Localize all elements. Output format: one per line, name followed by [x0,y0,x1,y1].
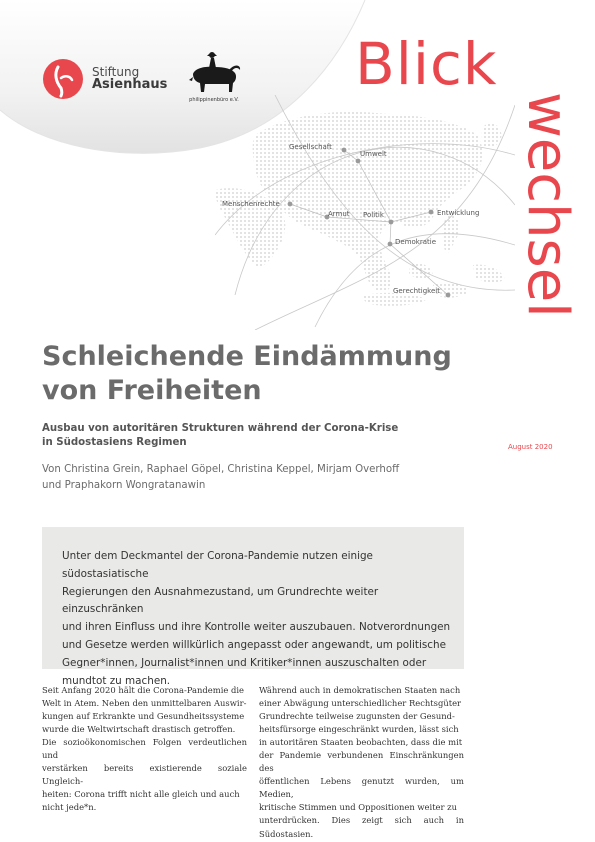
abstract-line: und ihren Einfluss und ihre Kontrolle weiter auszubauen. Notverordnungen [62,621,451,634]
subtitle-line-1: Ausbau von autoritären Strukturen während der Corona-Krise [42,423,399,434]
body-line: kritische Stimmen und Oppositionen weiter zu [259,802,457,813]
map-label-gesellschaft: Gesellschaft [289,143,332,151]
authors-line-2: und Praphakorn Wongratanawin [42,480,206,491]
body-line: kungen auf Erkrankte und Gesundheitssysteme [42,711,245,722]
abstract-text [62,548,454,690]
body-line: Die sozioökonomischen Folgen verdeutlichen und [42,737,247,761]
authors-line-1: Von Christina Grein, Raphael Göpel, Christina Keppel, Mirjam Overhoff [42,464,400,475]
body-line: Seit Anfang 2020 hält die Corona-Pandemie die [42,685,244,695]
abstract-line: und Gesetze werden willkürlich angepasst oder angewandt, um politische [62,638,446,651]
body-line: Welt in Atem. Neben den unmittelbaren Auswir- [42,698,247,709]
series-title-blick: Blick [355,30,498,98]
logo-asienhaus-text: Asienhaus [92,77,168,93]
asienhaus-logo-icon [42,58,84,100]
body-line: nicht jede*n. [42,802,97,813]
body-line: verstärken bereits existierende soziale Ungleich- [42,763,247,787]
subtitle [42,422,462,450]
map-label-armut: Armut [328,210,350,218]
logo-phil-text: philippinenbüro e.V. [189,97,239,103]
abstract-box [42,527,464,687]
abstract-line: Gegner*innen, Journalist*innen und Kritiker*innen auszuschalten oder [62,656,427,669]
body-line: heitsfürsorge eingeschränkt wurden, lässt sich [259,724,459,735]
body-line: unterdrücken. Dies zeigt sich auch in Südostasien. [259,815,464,839]
body-line: öffentlichen Lebens genutzt wurden, um Medien, [259,776,464,800]
body-line: einer Abwägung unterschiedlicher Rechtsgüter [259,698,462,709]
series-title-wechsel-wrapper [515,92,588,437]
map-label-menschenrechte: Menschenrechte [222,200,280,208]
logo-stiftung-text: Stiftung [92,64,140,79]
body-line: Während auch in demokratischen Staaten nach [259,685,461,695]
map-label-umwelt: Umwelt [360,150,387,158]
body-column-left [42,684,247,814]
publication-date: August 2020 [508,443,553,451]
body-column-right [259,684,464,841]
abstract-line: Unter dem Deckmantel der Corona-Pandemie nutzen einige südostasiatische [62,550,373,580]
series-title-wechsel: wechsel [515,92,580,318]
authors [42,462,442,494]
body-line: heiten: Corona trifft nicht alle gleich und auch [42,789,240,800]
subtitle-line-2: in Südostasiens Regimen [42,437,187,448]
map-label-entwicklung: Entwicklung [437,209,480,217]
page-title [42,340,502,408]
map-label-politik: Politik [363,211,384,219]
map-label-demokratie: Demokratie [395,238,437,246]
abstract-line: mundtot zu machen. [62,674,171,687]
map-label-gerechtigkeit: Gerechtigkeit [393,287,440,295]
body-line: Grundrechte teilweise zugunsten der Gesund- [259,711,455,722]
title-line-2: von Freiheiten [42,375,262,406]
body-line: wurde die Weltwirtschaft drastisch getroffen. [42,724,236,735]
stiftung-asienhaus-logo[interactable] [42,58,167,100]
abstract-line: Regierungen den Ausnahmezustand, um Grundrechte weiter einzuschränken [62,585,379,616]
body-line: in autoritären Staaten beobachten, dass die mit [259,737,463,748]
title-line-1: Schleichende Eindämmung [42,341,452,372]
body-line: der Pandemie verbundenen Einschränkungen des [259,750,464,774]
